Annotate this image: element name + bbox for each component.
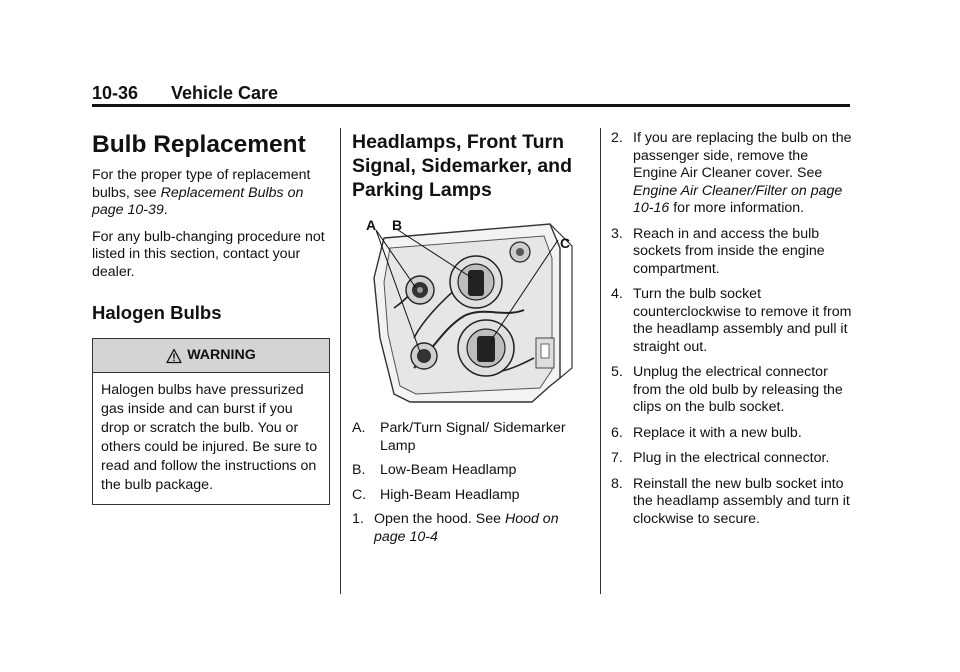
step-body: [633, 226, 856, 279]
column-2: [352, 130, 588, 554]
step-text: Reach in and access the bulb sockets from inside the engine compartment.: [633, 225, 825, 277]
step-number: 2.: [611, 130, 623, 146]
callout-b: B: [392, 218, 403, 233]
step-body: [633, 425, 856, 443]
step-number: 1.: [352, 511, 364, 527]
callout-c: C: [560, 235, 571, 251]
legend-letter: A.: [352, 420, 366, 436]
step-number: 8.: [611, 475, 623, 492]
step-body: [374, 511, 588, 546]
step-text: If you are replacing the bulb on the passenger side, remove the Engine Air Cleaner cover. See: [633, 130, 852, 181]
step-text: Unplug the electrical connector from the old bulb by releasing the clips on the bulb socket.: [633, 364, 843, 415]
step-number: 5.: [611, 364, 623, 380]
headlamp-assembly-illustration: [354, 218, 582, 404]
halogen-bulbs-title: Halogen Bulbs: [92, 302, 222, 323]
step-number: 3.: [611, 225, 623, 242]
legend-text: Low-Beam Headlamp: [380, 462, 517, 478]
legend-letter: C.: [352, 486, 367, 503]
intro-end: .: [163, 202, 168, 218]
column-divider-2: [600, 128, 601, 594]
step-text: Replace it with a new bulb.: [633, 424, 802, 441]
step-2: [611, 130, 856, 218]
step-body: [633, 476, 856, 529]
header-rule: [92, 104, 850, 107]
warning-text: Halogen bulbs have pressurized gas inside and can burst if you drop or scratch the bulb. You or others could be injured. Be sure to read and follow the instructions on the bulb package.: [101, 382, 318, 493]
step-text-end: for more information.: [669, 200, 805, 216]
legend-item-a: [352, 420, 588, 455]
warning-header: [93, 339, 329, 373]
step-text: Turn the bulb socket counterclockwise to remove it from the headlamp assembly and pull it straight out.: [633, 286, 852, 355]
warning-icon: [166, 348, 182, 364]
intro-text: For the proper type of replacement bulbs, see: [92, 167, 311, 201]
legend-text: Park/Turn Signal/ Sidemarker Lamp: [380, 420, 566, 454]
step-body: [633, 450, 856, 468]
step-text: Plug in the electrical connector.: [633, 450, 830, 466]
step-1: [352, 511, 588, 546]
step-text: Open the hood. See: [374, 511, 505, 527]
step-number: 6.: [611, 424, 623, 441]
section-title: Vehicle Care: [171, 83, 279, 103]
replacement-bulbs-link[interactable]: Replacement Bulbs on page 10-39: [92, 184, 304, 218]
step-number: 7.: [611, 450, 623, 466]
legend-letter: B.: [352, 462, 366, 478]
step-3: [611, 226, 856, 279]
step-4: [611, 286, 856, 356]
page-number: 10-36: [92, 83, 139, 103]
step-body: [633, 364, 856, 417]
column-1: [92, 130, 332, 505]
step-number: 4.: [611, 286, 623, 302]
step-body: [633, 130, 856, 218]
column-divider-1: [340, 128, 341, 594]
legend-text: High-Beam Headlamp: [380, 486, 520, 503]
headlamp-assembly-figure: [354, 218, 582, 404]
step-5: [611, 364, 856, 417]
legend-item-b: [352, 462, 588, 480]
dealer-paragraph: For any bulb-changing procedure not listed in this section, contact your dealer.: [92, 228, 325, 280]
step-6: [611, 425, 856, 443]
callout-a: A: [366, 218, 377, 233]
cross-reference-link[interactable]: Engine Air Cleaner/Filter on page 10-16: [633, 182, 843, 216]
step-body: [633, 286, 856, 356]
warning-box: [92, 338, 330, 505]
column-3: [611, 130, 856, 536]
headlamps-title: Headlamps, Front Turn Signal, Sidemarker, and Parking Lamps: [352, 131, 573, 201]
step-text: Reinstall the new bulb socket into the headlamp assembly and turn it clockwise to secure.: [633, 475, 850, 527]
bulb-replacement-title: Bulb Replacement: [92, 131, 306, 158]
warning-label: WARNING: [187, 346, 256, 363]
intro-paragraph: [92, 167, 332, 220]
step-7: [611, 450, 856, 468]
hood-link[interactable]: Hood on page 10-4: [374, 511, 559, 545]
step-8: [611, 476, 856, 529]
legend-item-c: [352, 487, 588, 505]
